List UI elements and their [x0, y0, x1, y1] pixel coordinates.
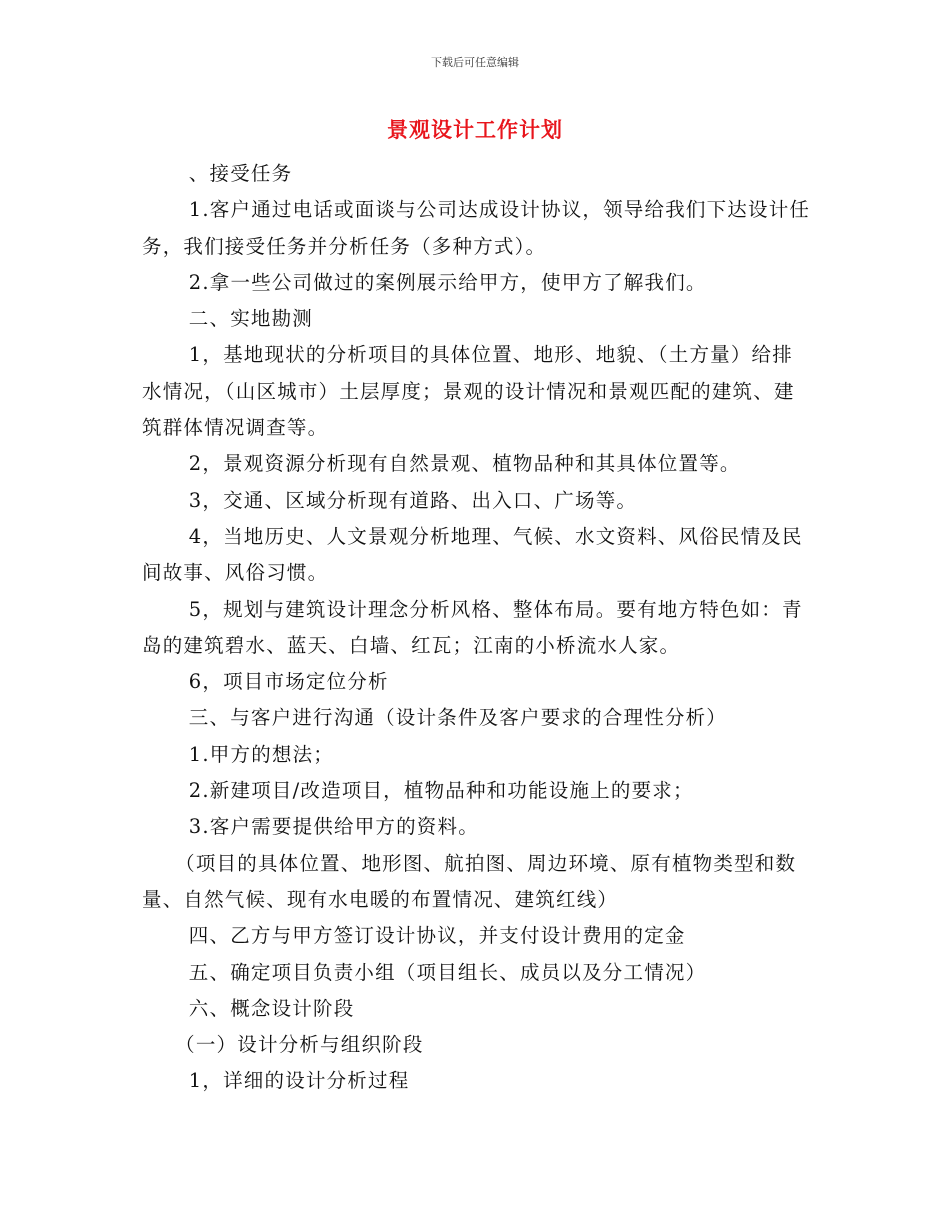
paragraph: 1，基地现状的分析项目的具体位置、地形、地貌、（土方量）给排水情况，（山区城市）土层厚度；景观的设计情况和景观匹配的建筑、建筑群体情况调查等。 — [142, 343, 795, 440]
paragraph: 二、实地勘测 — [188, 307, 313, 331]
paragraph: 3.客户需要提供给甲方的资料。 — [188, 815, 479, 839]
paragraph: 2，景观资源分析现有自然景观、植物品种和其具体位置等。 — [188, 452, 741, 476]
paragraph: 5，规划与建筑设计理念分析风格、整体布局。要有地方特色如：青岛的建筑碧水、蓝天、白墙、红瓦；江南的小桥流水人家。 — [142, 597, 803, 657]
paragraph: 3，交通、区域分析现有道路、出入口、广场等。 — [188, 488, 638, 512]
paragraph: 4，当地历史、人文景观分析地理、气候、水文资料、风俗民情及民间故事、风俗习惯。 — [142, 524, 803, 585]
paragraph: （项目的具体位置、地形图、航拍图、周边环境、原有植物类型和数量、自然气候、现有水电暖的布置情况、建筑红线） — [142, 851, 797, 911]
paragraph: 六、概念设计阶段 — [188, 996, 355, 1020]
paragraph: 三、与客户进行沟通（设计条件及客户要求的合理性分析） — [188, 706, 727, 730]
document-title: 景观设计工作计划 — [387, 118, 563, 142]
document-body — [142, 156, 812, 1100]
paragraph: 1.甲方的想法； — [188, 742, 335, 766]
paragraph: 1.客户通过电话或面谈与公司达成设计协议，领导给我们下达设计任务，我们接受任务并分析任务（多种方式）。 — [142, 198, 811, 258]
paragraph: 2.新建项目/改造项目，植物品种和功能设施上的要求； — [188, 779, 694, 803]
paragraph: （一）设计分析与组织阶段 — [175, 1033, 424, 1057]
paragraph: 6，项目市场定位分析 — [188, 670, 389, 694]
header-note: 下载后可任意编辑 — [431, 56, 519, 69]
paragraph: 五、确定项目负责小组（项目组长、成员以及分工情况） — [188, 960, 707, 984]
paragraph: 、接受任务 — [188, 162, 293, 185]
paragraph: 1，详细的设计分析过程 — [188, 1069, 410, 1093]
paragraph: 2.拿一些公司做过的案例展示给甲方，使甲方了解我们。 — [188, 270, 707, 294]
paragraph: 四、乙方与甲方签订设计协议，并支付设计费用的定金 — [188, 924, 686, 948]
